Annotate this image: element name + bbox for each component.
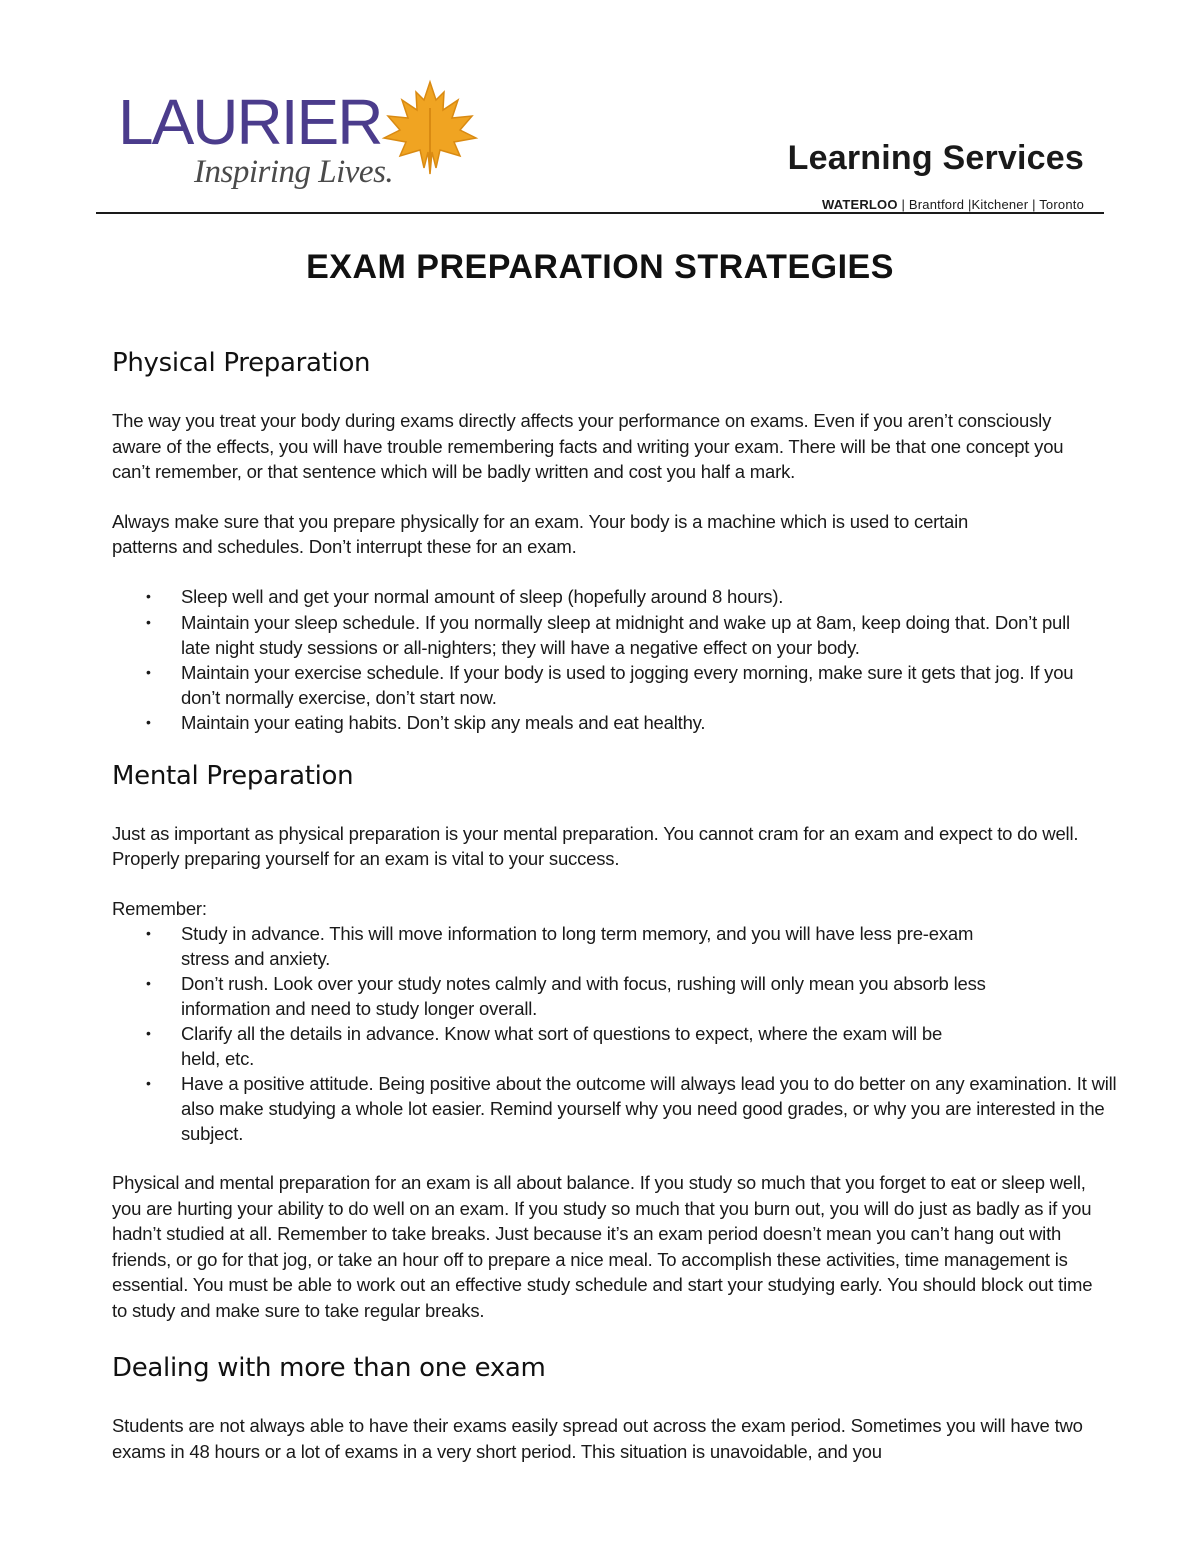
list-item: • Maintain your exercise schedule. If your body is used to jogging every morning, make sure it gets that jog. If you don’t normally exercise, don’t start now. [146,661,1074,708]
remember-label: Remember: [112,897,207,919]
header-divider [96,212,1104,214]
laurier-logo [118,86,478,200]
logo-wordmark: LAURIER [118,86,382,158]
physical-paragraph-2: Always make sure that you prepare physically for an exam. Your body is a machine which is used to certain patterns and schedules. Don’t interrupt these for an exam. [112,510,969,557]
mental-paragraph-1: Just as important as physical preparation is your mental preparation. You cannot cram for an exam and expect to do well. Properly preparing yourself for an exam is vital to your success. [112,822,1079,869]
physical-bullet-list [112,584,1092,735]
learning-services-title: Learning Services [787,139,1084,177]
list-item: • Clarify all the details in advance. Know what sort of questions to expect, where the exam will be held, etc. [146,1023,943,1069]
maple-leaf-icon [380,78,480,178]
section-heading-multiple-exams: Dealing with more than one exam [112,1353,546,1383]
bullet-icon: • [146,1025,151,1041]
campus-others: | Brantford |Kitchener | Toronto [897,197,1084,213]
header-unit [788,140,1084,212]
mental-bullet-list [112,921,1117,1146]
logo-tagline: Inspiring Lives. [194,154,394,190]
list-item: • Have a positive attitude. Being positive about the outcome will always lead you to do better on any examination. It will also make studying a whole lot easier. Remind yourself why you need good grades, or why you are interested in the subject. [146,1073,1117,1144]
document-body [112,340,1117,1464]
list-item: • Don’t rush. Look over your study notes calmly and with focus, rushing will only mean you absorb less information and need to study longer overall. [146,973,986,1019]
campus-list [788,197,1084,212]
section-heading-physical: Physical Preparation [112,348,371,378]
list-item: • Maintain your sleep schedule. If you normally sleep at midnight and wake up at 8am, keep doing that. Don’t pull late night study sessions or all-nighters; they will have a negative effect on your body. [146,611,1070,658]
list-item: • Study in advance. This will move information to long term memory, and you will have less pre-exam stress and anxiety. [146,923,974,969]
mental-paragraph-2: Physical and mental preparation for an exam is all about balance. If you study so much that you forget to eat or sleep well, you are hurting your ability to do well on an exam. If you study so much that you burn out, you will do just as badly as if you hadn’t studied at all. Remember to take breaks. Just because it’s an exam period doesn’t mean you can’t hang out with friends, or go for that jog, or take an hour off to prepare a nice meal. To accomplish these activities, time management is essential. You must be able to work out an effective study schedule and start your studying early. You should block out time to study and make sure to take regular breaks. [112,1172,1093,1321]
page-title: EXAM PREPARATION STRATEGIES [306,248,894,286]
list-item: • Sleep well and get your normal amount of sleep (hopefully around 8 hours). [146,585,784,607]
list-item: • Maintain your eating habits. Don’t skip any meals and eat healthy. [146,711,706,733]
bullet-icon: • [146,663,151,680]
physical-paragraph-1: The way you treat your body during exams directly affects your performance on exams. Even if you aren’t consciously aware of the effects, you will have trouble remembering facts and writing your exam. There will be that one concept you can’t remember, or that sentence which will be badly written and cost you half a mark. [112,410,1064,482]
bullet-icon: • [146,975,151,991]
section-heading-mental: Mental Preparation [112,760,354,791]
campus-main: WATERLOO [821,197,898,213]
multiple-exams-paragraph-1: Students are not always able to have their exams easily spread out across the exam period. Sometimes you will have two exams in 48 hours or a lot of exams in a very short period. This situation is unavoidable, and you [112,1415,1083,1462]
bullet-icon: • [146,587,151,604]
bullet-icon: • [146,613,151,630]
bullet-icon: • [146,925,151,941]
bullet-icon: • [146,713,151,730]
bullet-icon: • [146,1075,151,1091]
